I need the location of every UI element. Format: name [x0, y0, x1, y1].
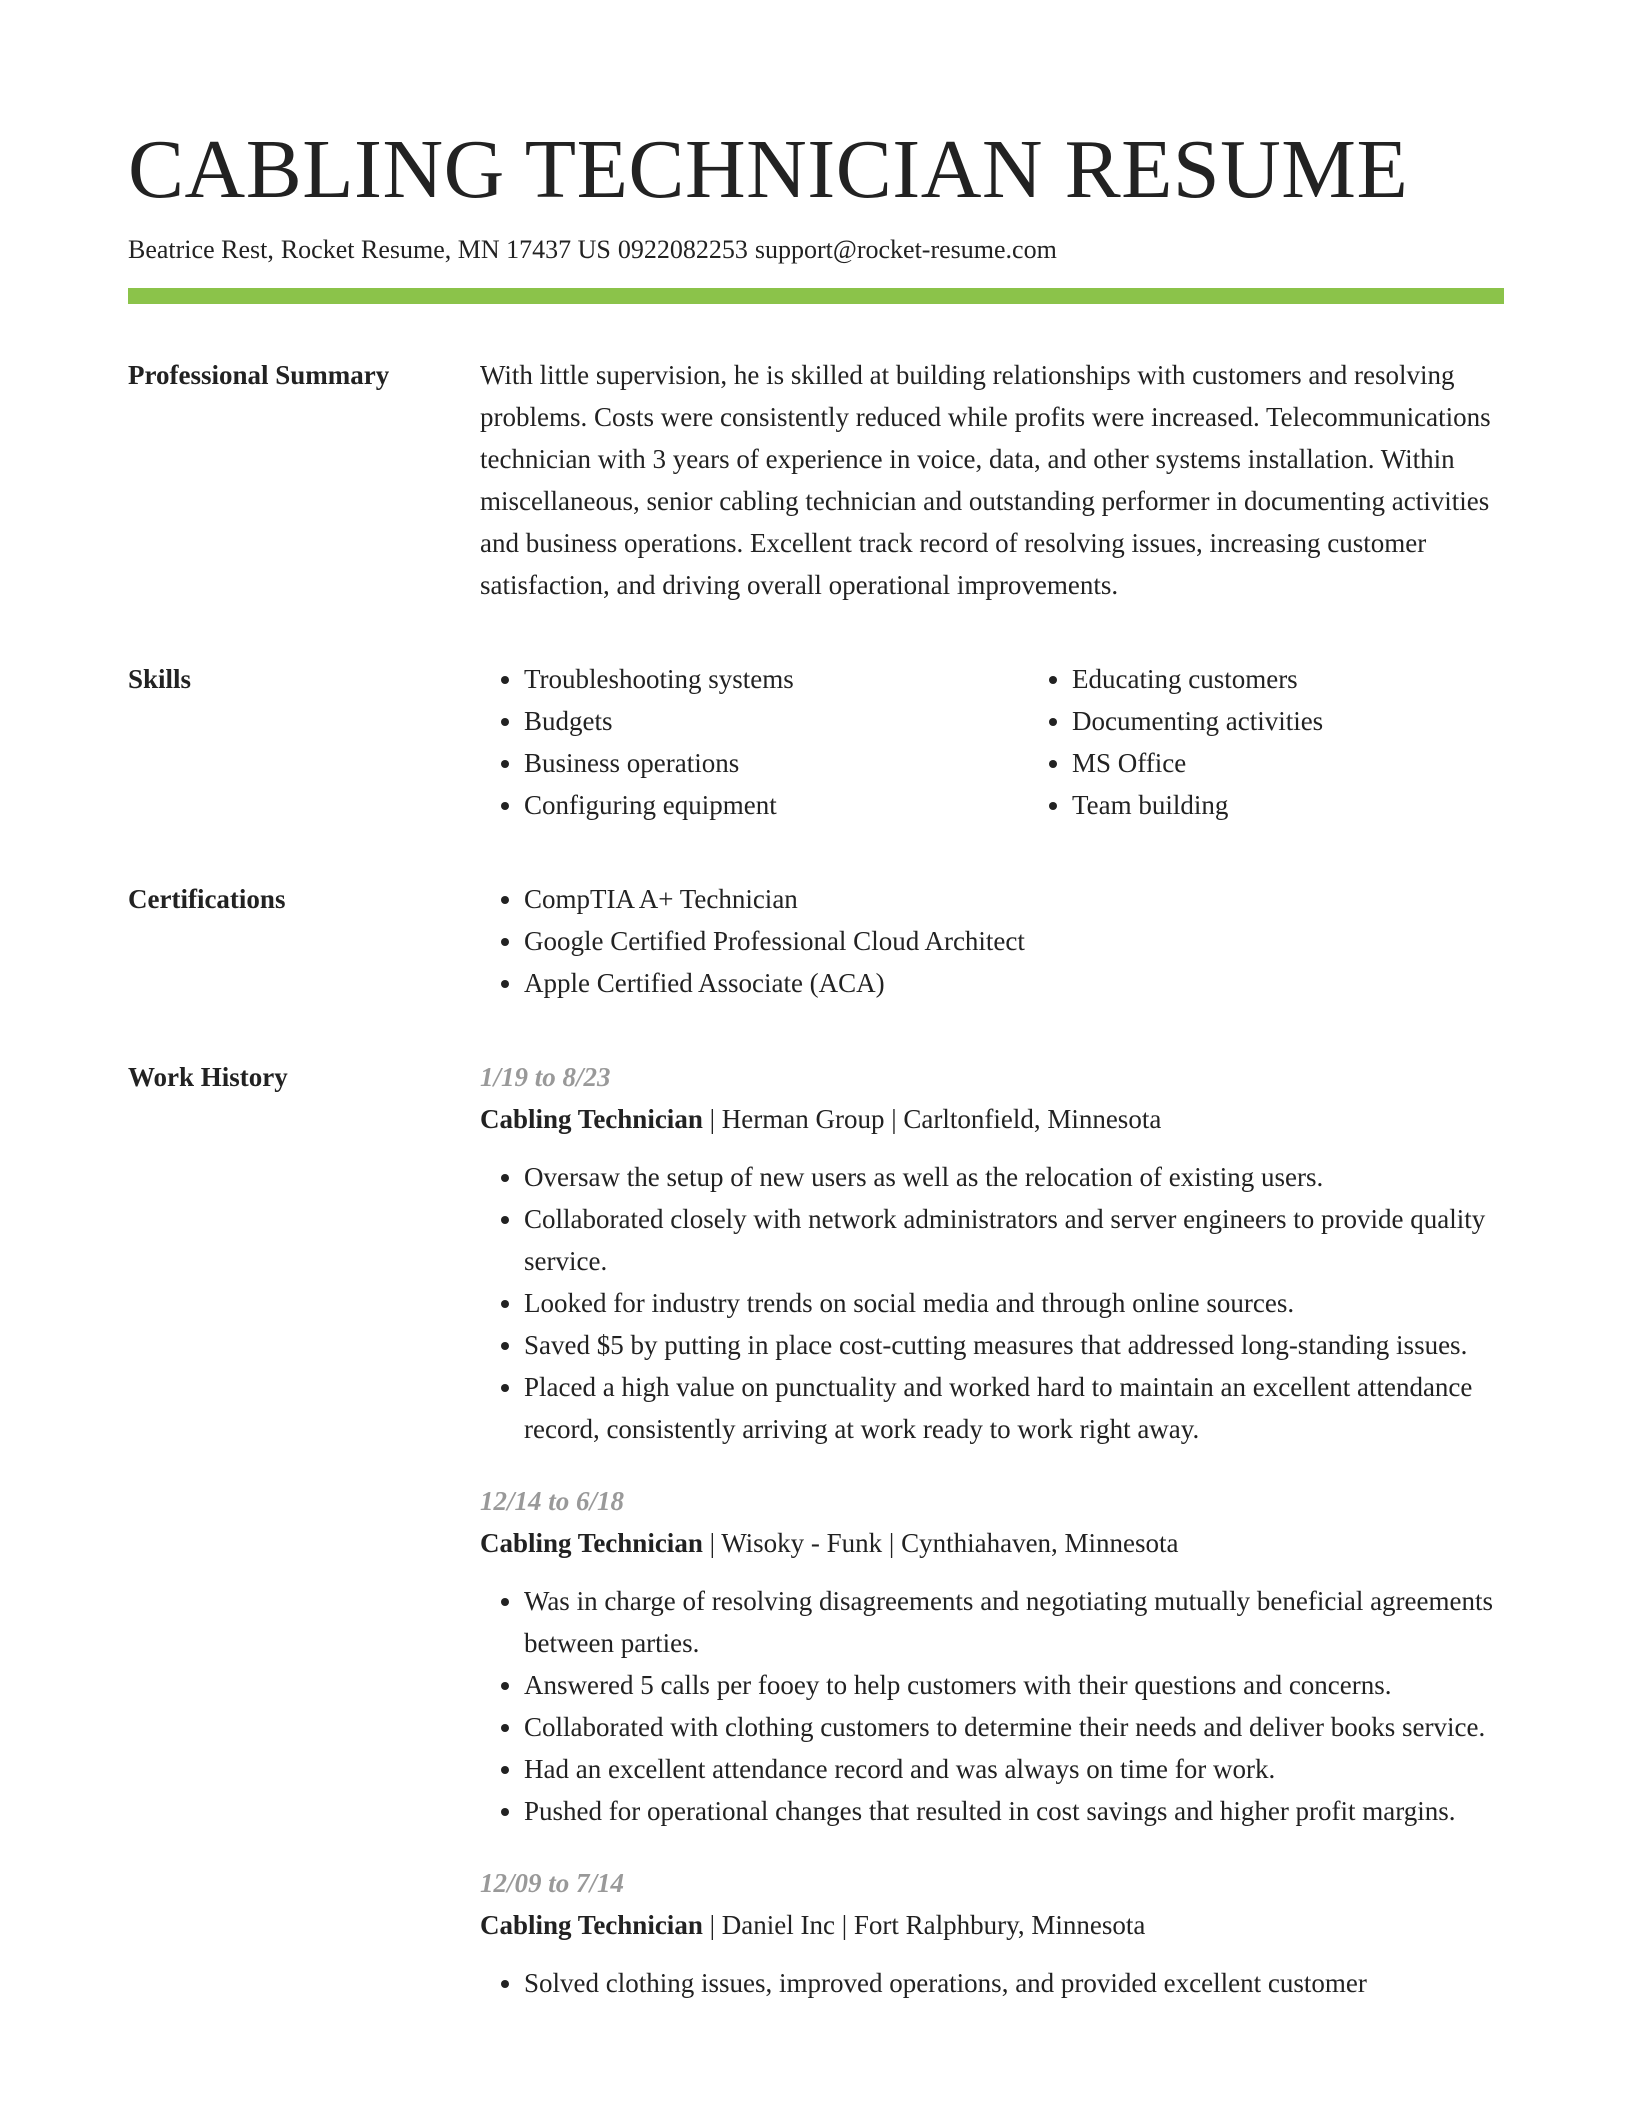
job-bullets — [480, 1580, 1504, 1832]
contact-line — [128, 232, 1504, 268]
certifications-list — [480, 878, 1504, 1004]
certification-item: • Google Certified Professional Cloud Architect — [524, 920, 1504, 962]
skills-list-left — [480, 658, 1028, 826]
skills-list-right — [1028, 658, 1576, 826]
job-bullet: • Had an excellent attendance record and was always on time for work. — [524, 1748, 1504, 1790]
job-details: | Herman Group | Carltonfield, Minnesota — [702, 1104, 1162, 1134]
skill-item: • Budgets — [524, 700, 1028, 742]
skill-item: • Documenting activities — [1072, 700, 1576, 742]
skill-item: • Business operations — [524, 742, 1028, 784]
job-title: Cabling Technician — [480, 1104, 703, 1134]
job-bullet: • Answered 5 calls per fooey to help customers with their questions and concerns. — [524, 1664, 1504, 1706]
job-title: Cabling Technician — [480, 1910, 703, 1940]
accent-divider — [128, 288, 1504, 304]
job-bullet: • Oversaw the setup of new users as well as the relocation of existing users. — [524, 1156, 1504, 1198]
skill-item: • Educating customers — [1072, 658, 1576, 700]
contact-email: support@rocket-resume.com — [754, 235, 1057, 264]
job-bullets — [480, 1962, 1504, 2004]
job-entry — [480, 1056, 1504, 1450]
job-date: 1/19 to 8/23 — [480, 1062, 611, 1092]
summary-text: With little supervision, he is skilled at building relationships with customers and resolving problems. Costs were consistently reduced while profits were increased. Telecommunications technician with 3 years of experience in voice, data, and other systems installation. Within miscellaneous, senior cabling technician and outstanding performer in documenting activities and business operations. Excellent track record of resolving issues, increasing customer satisfaction, and driving overall operational improvements. — [480, 360, 1491, 600]
certification-item: • Apple Certified Associate (ACA) — [524, 962, 1504, 1004]
job-entry — [480, 1480, 1504, 1832]
job-title: Cabling Technician — [480, 1528, 703, 1558]
summary-section — [128, 354, 1504, 606]
summary-label: Professional Summary — [128, 360, 390, 390]
job-details: | Daniel Inc | Fort Ralphbury, Minnesota — [702, 1910, 1146, 1940]
job-entry — [480, 1862, 1504, 2004]
work-history-label: Work History — [128, 1062, 288, 1092]
skills-section — [128, 658, 1504, 826]
job-heading — [480, 1098, 1504, 1140]
job-bullets — [480, 1156, 1504, 1450]
skill-item: • Troubleshooting systems — [524, 658, 1028, 700]
job-bullet: • Placed a high value on punctuality and worked hard to maintain an excellent attendance record, consistently arriving at work ready to work right away. — [524, 1366, 1504, 1450]
certifications-section — [128, 878, 1504, 1004]
job-bullet: • Pushed for operational changes that resulted in cost savings and higher profit margins. — [524, 1790, 1504, 1832]
job-date: 12/09 to 7/14 — [480, 1868, 625, 1898]
certification-item: • CompTIA A+ Technician — [524, 878, 1504, 920]
job-date: 12/14 to 6/18 — [480, 1486, 625, 1516]
job-bullet: • Collaborated closely with network administrators and server engineers to provide quality service. — [524, 1198, 1504, 1282]
resume-title: CABLING TECHNICIAN RESUME — [128, 123, 1409, 216]
job-bullet: • Was in charge of resolving disagreements and negotiating mutually beneficial agreements between parties. — [524, 1580, 1504, 1664]
job-bullet: • Looked for industry trends on social media and through online sources. — [524, 1282, 1504, 1324]
skill-item: • Configuring equipment — [524, 784, 1028, 826]
work-history-section — [128, 1056, 1504, 2034]
job-bullet: • Saved $5 by putting in place cost-cutting measures that addressed long-standing issues. — [524, 1324, 1504, 1366]
contact-address: Rocket Resume, MN 17437 US — [280, 235, 611, 264]
job-heading — [480, 1522, 1504, 1564]
skill-item: • MS Office — [1072, 742, 1576, 784]
skills-label: Skills — [128, 664, 192, 694]
skill-item: • Team building — [1072, 784, 1576, 826]
contact-name: Beatrice Rest, — [128, 235, 274, 264]
contact-phone: 0922082253 — [617, 235, 748, 264]
certifications-label: Certifications — [128, 884, 286, 914]
job-bullet: • Solved clothing issues, improved operations, and provided excellent customer — [524, 1962, 1504, 2004]
job-bullet: • Collaborated with clothing customers to determine their needs and deliver books service. — [524, 1706, 1504, 1748]
job-heading — [480, 1904, 1504, 1946]
job-details: | Wisoky - Funk | Cynthiahaven, Minnesota — [702, 1528, 1179, 1558]
